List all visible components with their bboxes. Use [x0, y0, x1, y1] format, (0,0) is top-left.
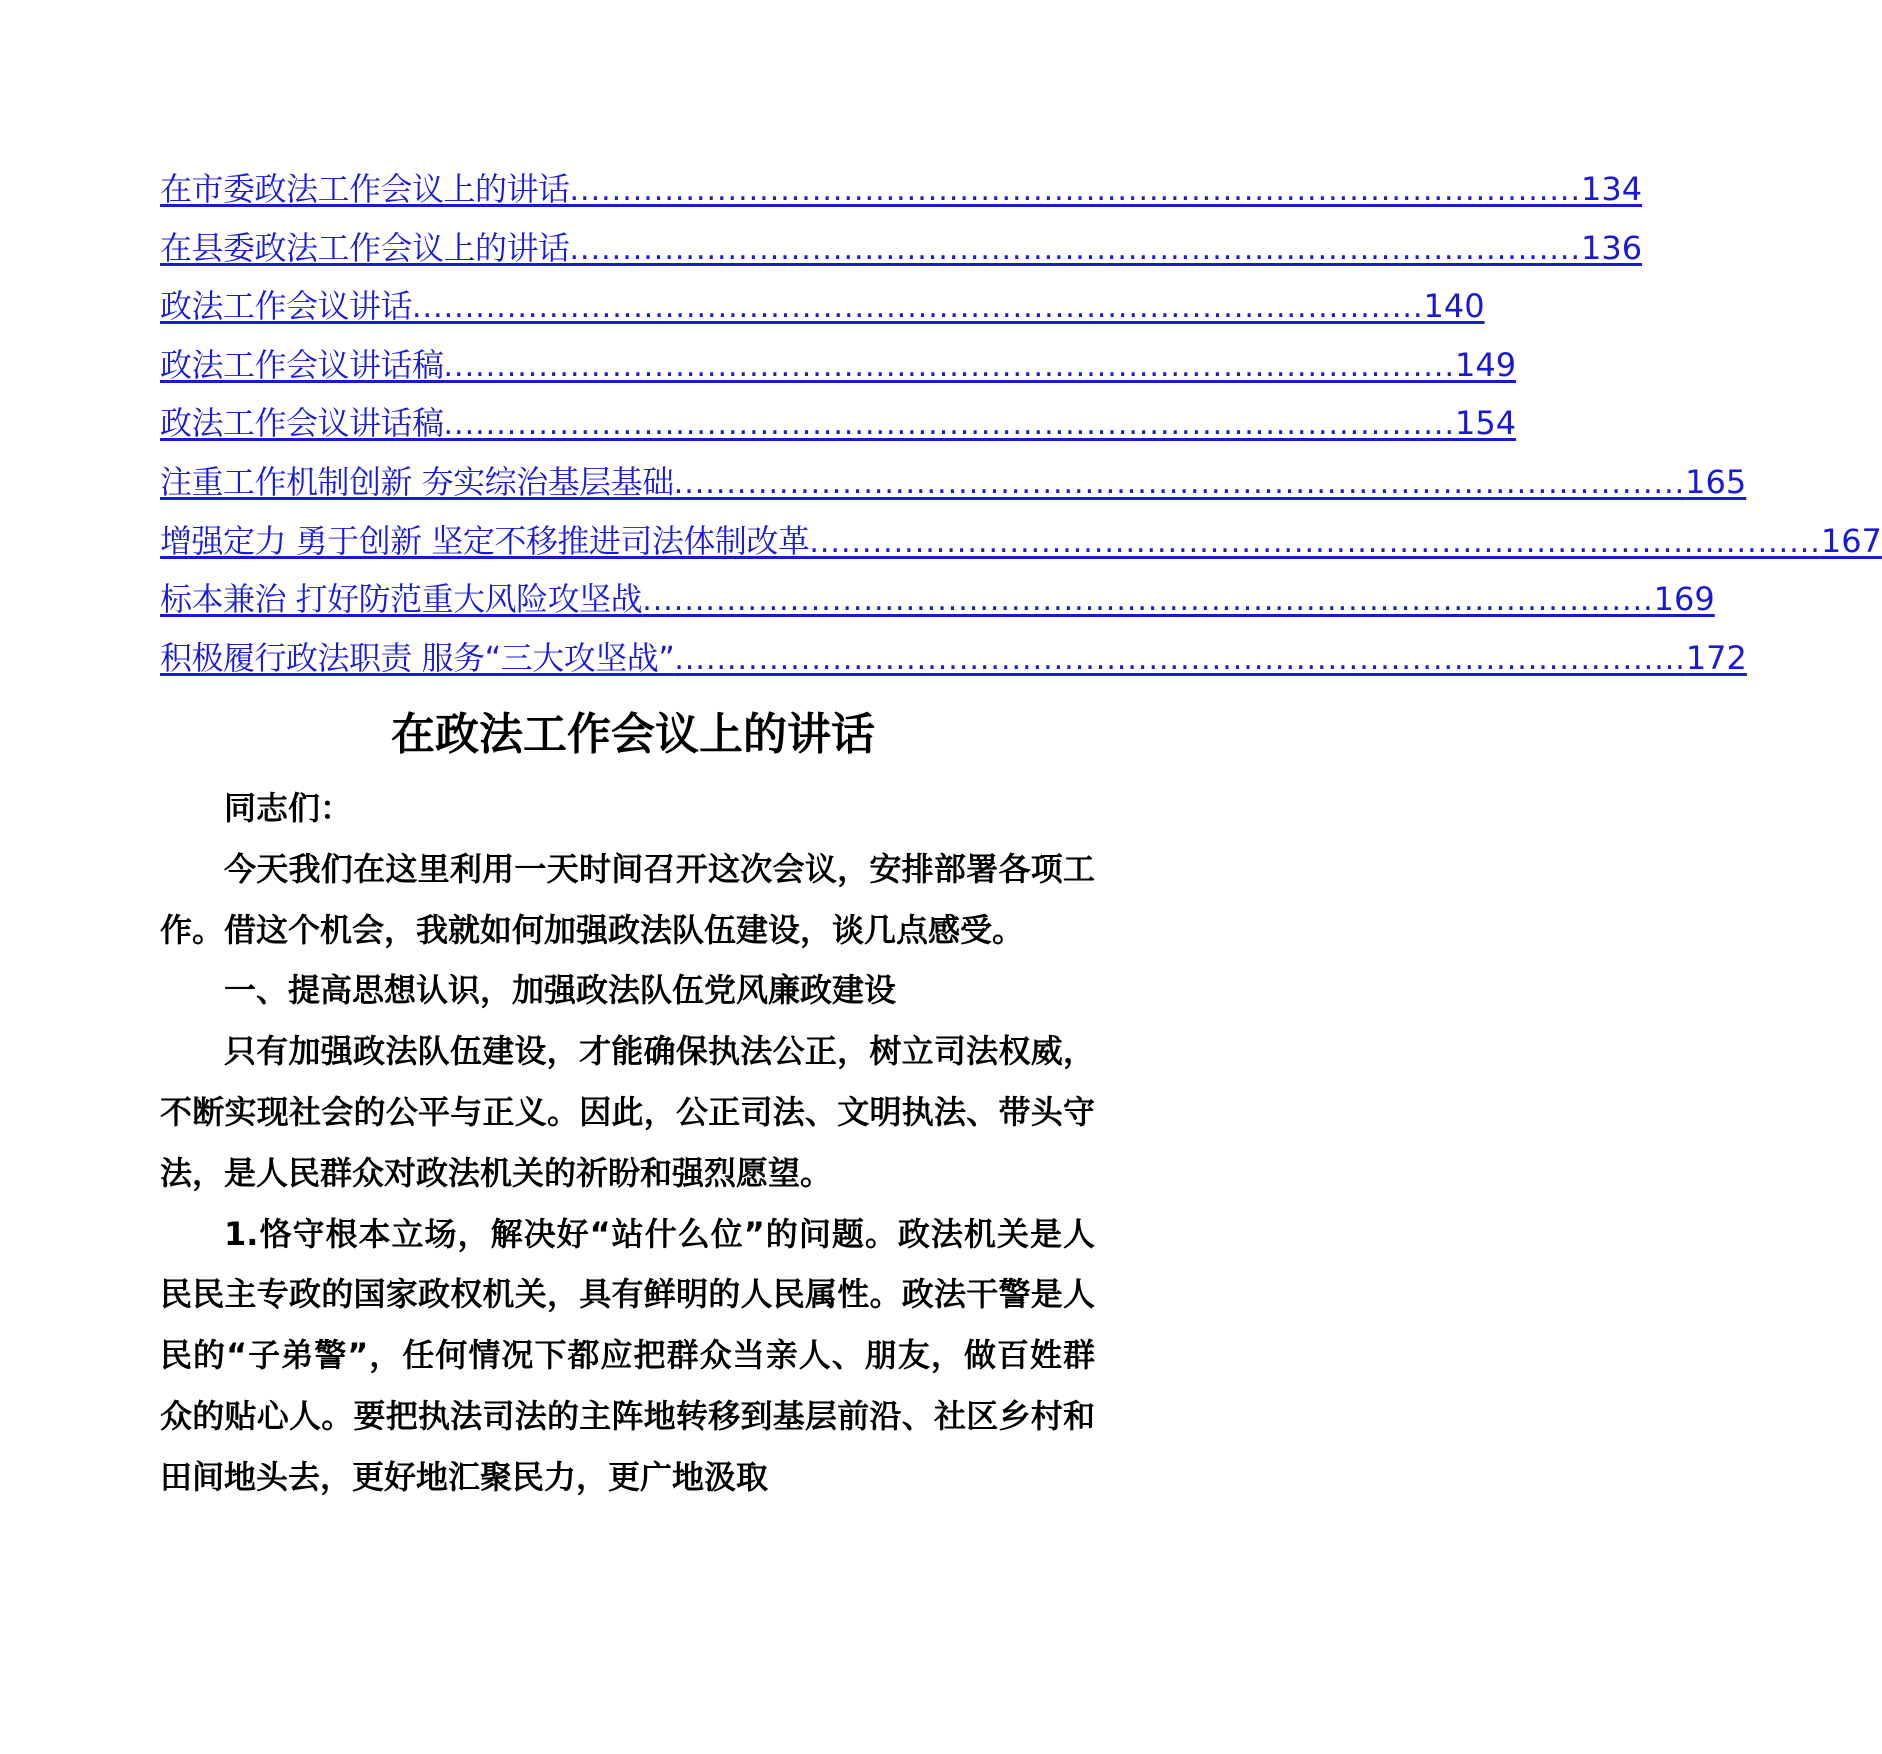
toc-dot-leader: ................................................................................................ — [673, 465, 1686, 501]
toc-entry-title: 注重工作机制创新 夯实综治基层基础 — [160, 462, 674, 501]
toc-entry-page: 172 — [1685, 638, 1747, 677]
article-body — [160, 778, 1095, 1508]
toc-entry[interactable] — [160, 277, 1485, 336]
toc-entry-page: 136 — [1580, 228, 1643, 267]
body-paragraph: 1.恪守根本立场，解决好“站什么位”的问题。政法机关是人民民主专政的国家政权机关，具有鲜明的人民属性。政法干警是人民的“子弟警”，任何情况下都应把群众当亲人、朋友，做百姓群众的贴心人。要把执法司法的主阵地转移到基层前沿、社区乡村和田间地头去，更好地汇聚民力，更广地汲取 — [160, 1214, 1095, 1496]
toc-dot-leader: ................................................................................................ — [443, 407, 1455, 443]
toc-dot-leader: ................................................................................................ — [412, 290, 1424, 326]
toc-dot-leader: ................................................................................................ — [642, 583, 1654, 619]
toc-entry-title: 在市委政法工作会议上的讲话 — [160, 170, 570, 208]
toc-entry-title: 增强定力 勇于创新 坚定不移推进司法体制改革 — [160, 521, 810, 560]
toc-entry[interactable] — [160, 512, 1882, 571]
toc-entry-title: 政法工作会议讲话稿 — [160, 345, 444, 384]
toc-entry-title: 政法工作会议讲话 — [160, 287, 413, 326]
body-paragraph: 只有加强政法队伍建设，才能确保执法公正，树立司法权威，不断实现社会的公平与正义。因此，公正司法、文明执法、带头守法，是人民群众对政法机关的祈盼和强烈愿望。 — [160, 1032, 1095, 1192]
toc-entry[interactable] — [160, 629, 1747, 688]
toc-entry-page: 169 — [1653, 580, 1715, 619]
toc-entry-title: 积极履行政法职责 服务“三大攻坚战” — [160, 638, 675, 677]
toc-dot-leader: ................................................................................................ — [443, 348, 1455, 384]
toc-entry[interactable] — [160, 160, 1643, 219]
toc-dot-leader: ................................................................................................ — [569, 173, 1581, 208]
toc-entry[interactable] — [160, 570, 1715, 629]
table-of-contents — [160, 160, 1882, 687]
toc-dot-leader: ................................................................................................ — [569, 231, 1581, 267]
toc-entry[interactable] — [160, 219, 1643, 278]
toc-dot-leader: ................................................................................................ — [809, 524, 1821, 560]
toc-entry-title: 政法工作会议讲话稿 — [160, 404, 444, 443]
toc-entry[interactable] — [160, 394, 1517, 453]
toc-entry-page: 134 — [1580, 170, 1643, 208]
toc-entry[interactable] — [160, 453, 1747, 512]
section-heading: 一、提高思想认识，加强政法队伍党风廉政建设 — [224, 971, 897, 1010]
toc-entry-page: 154 — [1454, 404, 1517, 443]
salutation: 同志们： — [224, 789, 353, 827]
toc-entry-page: 149 — [1454, 345, 1517, 384]
toc-entry-page: 140 — [1423, 287, 1485, 326]
toc-entry[interactable] — [160, 336, 1517, 395]
toc-dot-leader: ................................................................................................ — [674, 641, 1686, 677]
toc-entry-page: 165 — [1685, 462, 1747, 501]
toc-entry-title: 标本兼治 打好防范重大风险攻坚战 — [160, 580, 643, 619]
article-title: 在政法工作会议上的讲话 — [391, 709, 875, 760]
toc-entry-page: 167 — [1820, 521, 1882, 560]
body-paragraph: 今天我们在这里利用一天时间召开这次会议，安排部署各项工作。借这个机会，我就如何加强政法队伍建设，谈几点感受。 — [160, 849, 1095, 949]
toc-entry-title: 在县委政法工作会议上的讲话 — [160, 228, 570, 267]
